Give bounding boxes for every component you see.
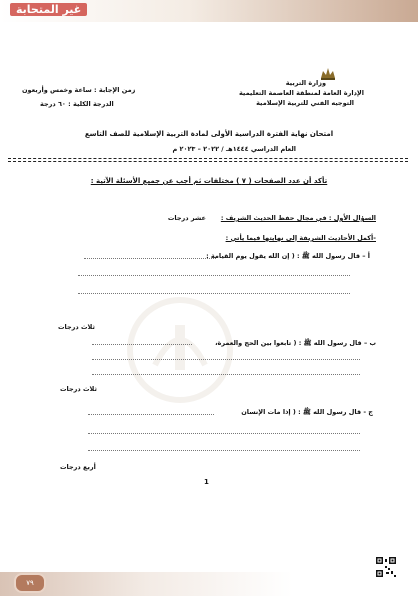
exam-instruction: تأكد أن عدد الصفحات ( ٧ ) مختلفات ثم أجب عن جميع الأسئلة الآتية :: [90, 177, 328, 185]
separator-top: [8, 158, 408, 159]
watermark-logo-icon: [125, 295, 235, 405]
item-b-answer-line[interactable]: [92, 359, 360, 360]
item-a-answer-line[interactable]: [78, 293, 350, 294]
ministry-name: وزارة التربية: [285, 79, 326, 87]
item-c-marks: أربع درجات: [60, 463, 96, 471]
total-marks: الدرجة الكلية : ٦٠ درجة: [40, 100, 114, 108]
item-c-answer-line[interactable]: [88, 414, 214, 415]
item-b-answer-line[interactable]: [92, 374, 360, 375]
banner-label: غير المتحابة: [10, 3, 87, 16]
item-b-text: ب – قال رسول الله ﷺ : ( تابعوا بين الحج والعمرة،: [215, 339, 376, 347]
item-b-marks: ثلاث درجات: [60, 385, 97, 393]
ministry-emblem-icon: [319, 66, 337, 80]
question-1-task: -أكمل الأحاديث الشريفة إلى نهايتها فيما يأتي :: [225, 234, 376, 242]
item-a-answer-line[interactable]: [78, 275, 350, 276]
page-number: 1: [204, 478, 209, 486]
directorate-name: الإدارة العامة لمنطقة العاصمة التعليمية: [238, 89, 364, 97]
item-a-text: أ – قال رسول الله ﷺ : ( إن الله يقول يوم القيامة :: [206, 252, 370, 260]
page-badge: ٧٩: [14, 573, 46, 593]
item-c-answer-line[interactable]: [88, 433, 360, 434]
academic-year: العام الدراسي ١٤٤٤هـ / ٢٠٢٢ – ٢٠٢٣ م: [172, 145, 296, 153]
item-a-answer-line[interactable]: [84, 258, 216, 259]
question-1-marks: عشر درجات: [167, 214, 206, 222]
item-b-answer-line[interactable]: [92, 344, 192, 345]
item-a-marks: ثلاث درجات: [58, 323, 95, 331]
qr-code-icon: [375, 556, 397, 578]
exam-title: امتحان نهاية الفترة الدراسية الأولى لمادة التربية الإسلامية للصف التاسع: [84, 130, 334, 138]
item-c-text: ج - قال رسول الله ﷺ : ( إذا مات الإنسان: [241, 408, 373, 416]
item-c-answer-line[interactable]: [88, 450, 360, 451]
supervision-name: التوجيه الفني للتربية الإسلامية: [256, 99, 354, 107]
separator-double: [8, 161, 408, 162]
question-1-heading: السؤال الأول : في مجال حفظ الحديث الشريف :: [220, 214, 376, 222]
answer-time: زمن الإجابة : ساعة وخمس وأربعون: [22, 86, 136, 94]
footer-banner: [0, 572, 418, 596]
